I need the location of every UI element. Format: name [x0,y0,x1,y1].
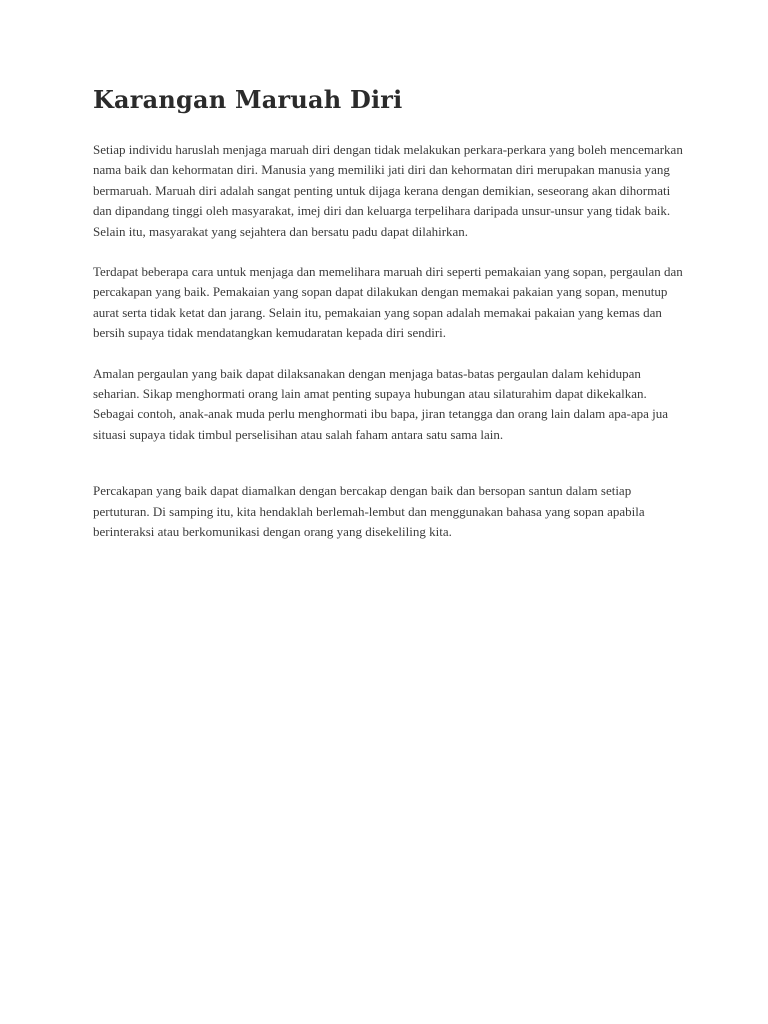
paragraph-1: Setiap individu haruslah menjaga maruah diri dengan tidak melakukan perkara-perkara yang boleh mencemarkan nama baik dan kehormatan diri. Manusia yang memiliki jati diri dan kehormatan diri merupakan manusia yang bermaruah. Maruah diri adalah sangat penting untuk dijaga kerana dengan demikian, seseorang akan dihormati dan dipandang tinggi oleh masyarakat, imej diri dan keluarga terpelihara daripada unsur-unsur yang tidak baik. Selain itu, masyarakat yang sejahtera dan bersatu padu dapat dilahirkan. [93,142,683,239]
paragraph-3: Amalan pergaulan yang baik dapat dilaksanakan dengan menjaga batas-batas pergaulan dalam kehidupan seharian. Sikap menghormati orang lain amat penting supaya hubungan atau silaturahim dapat dikekalkan. Sebagai contoh, anak-anak muda perlu menghormati ibu bapa, jiran tetangga dan orang lain dalam apa-apa jua situasi supaya tidak timbul perselisihan atau salah faham antara satu sama lain. [93,365,669,442]
document-title: Karangan Maruah Diri [93,85,403,114]
document-body [93,140,683,543]
paragraph-4: Percakapan yang baik dapat diamalkan dengan bercakap dengan baik dan bersopan santun dalam setiap pertuturan. Di samping itu, kita hendaklah berlemah-lembut dan menggunakan bahasa yang sopan apabila berinteraksi atau berkomunikasi dengan orang yang disekeliling kita. [93,483,645,540]
paragraph-2: Terdapat beberapa cara untuk menjaga dan memelihara maruah diri seperti pemakaian yang sopan, pergaulan dan percakapan yang baik. Pemakaian yang sopan dapat dilakukan dengan memakai pakaian yang sopan, menutup aurat serta tidak ketat dan jarang. Selain itu, pemakaian yang sopan adalah memakai pakaian yang kemas dan bersih supaya tidak mendatangkan kemudaratan kepada diri sendiri. [93,264,683,341]
